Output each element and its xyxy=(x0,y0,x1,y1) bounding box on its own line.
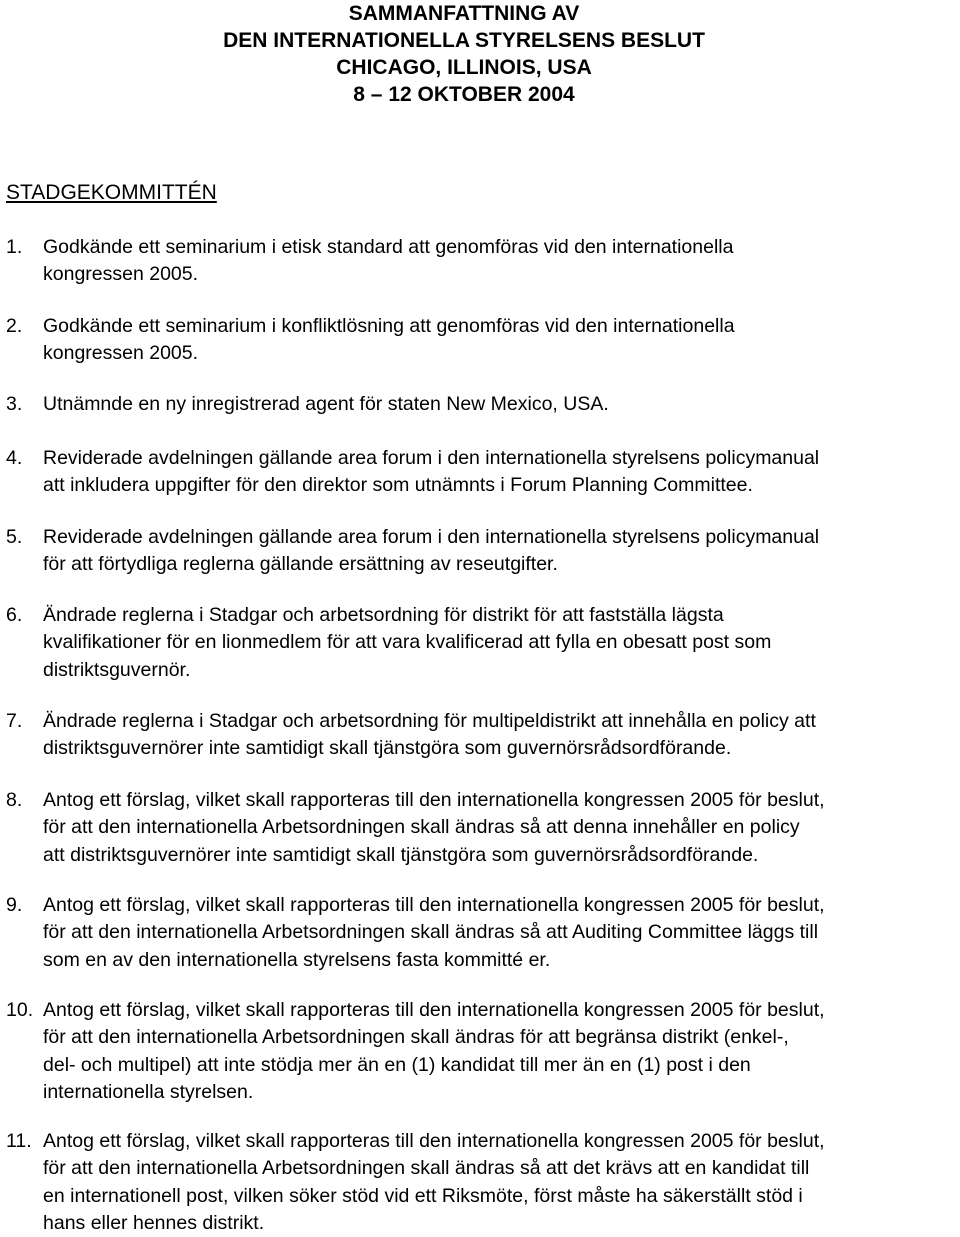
item-line: Ändrade reglerna i Stadgar och arbetsordning för distrikt för att fastställa lägsta xyxy=(43,604,724,626)
item-line: del- och multipel) att inte stödja mer än en (1) kandidat till mer än en (1) post i den xyxy=(43,1053,751,1076)
item-number: 1. xyxy=(6,236,23,258)
item-number: 9. xyxy=(6,894,23,916)
item-text xyxy=(43,391,955,418)
item-line: för att den internationella Arbetsordningen skall ändras så att denna innehåller en policy xyxy=(43,816,800,839)
item-text xyxy=(43,997,955,1106)
item-line: en internationell post, vilken söker stöd vid ett Riksmöte, först måste ha säkerställt stöd i xyxy=(43,1184,803,1207)
item-line: Utnämnde en ny inregistrerad agent för staten New Mexico, USA. xyxy=(43,393,609,415)
item-line: som en av den internationella styrelsens fasta kommitté er. xyxy=(43,948,551,971)
item-line: Ändrade reglerna i Stadgar och arbetsordning för multipeldistrikt att innehålla en policy att xyxy=(43,710,816,732)
item-line: Reviderade avdelningen gällande area forum i den internationella styrelsens policymanual xyxy=(43,447,820,469)
item-number: 5. xyxy=(6,526,23,548)
item-number: 2. xyxy=(6,315,23,337)
item-text xyxy=(43,708,955,763)
item-text xyxy=(43,524,955,579)
item-text xyxy=(43,892,955,974)
header-location: CHICAGO, ILLINOIS, USA xyxy=(336,56,592,79)
header-title: SAMMANFATTNING AV xyxy=(348,2,580,25)
item-line: att distriktsguvernörer inte samtidigt skall tjänstgöra som guvernörsrådsordförande. xyxy=(43,843,759,866)
item-text xyxy=(43,787,955,869)
item-line: för att den internationella Arbetsordningen skall ändras så att det krävs att en kandidat till xyxy=(43,1157,810,1180)
item-number: 11. xyxy=(6,1130,32,1152)
item-line: kvalifikationer för en lionmedlem för att vara kvalificerad att fylla en obesatt post som xyxy=(43,631,772,654)
item-line: att inkludera uppgifter för den direktor som utnämnts i Forum Planning Committee. xyxy=(43,474,753,497)
item-number: 8. xyxy=(6,789,23,811)
item-line: för att den internationella Arbetsordningen skall ändras för att begränsa distrikt (enkel-, xyxy=(43,1026,789,1049)
item-text xyxy=(43,1128,955,1237)
section-title: STADGEKOMMITTÉN xyxy=(6,181,217,204)
item-number: 10. xyxy=(6,999,34,1021)
item-line: för att förtydliga reglerna gällande ersättning av reseutgifter. xyxy=(43,553,558,576)
item-line: för att den internationella Arbetsordningen skall ändras så att Auditing Committee läggs till xyxy=(43,921,819,944)
header-date: 8 – 12 OKTOBER 2004 xyxy=(353,83,575,106)
header-subtitle: DEN INTERNATIONELLA STYRELSENS BESLUT xyxy=(223,29,705,52)
item-line: internationella styrelsen. xyxy=(43,1080,254,1103)
item-line: Godkände ett seminarium i etisk standard att genomföras vid den internationella xyxy=(43,236,734,258)
item-text xyxy=(43,602,955,684)
item-line: hans eller hennes distrikt. xyxy=(43,1211,265,1234)
item-number: 7. xyxy=(6,710,23,732)
item-line: Reviderade avdelningen gällande area forum i den internationella styrelsens policymanual xyxy=(43,526,820,548)
item-line: Antog ett förslag, vilket skall rapporteras till den internationella kongressen 2005 för beslut, xyxy=(43,1130,825,1152)
item-text xyxy=(43,445,955,500)
item-line: Antog ett förslag, vilket skall rapporteras till den internationella kongressen 2005 för beslut, xyxy=(43,894,825,916)
item-number: 6. xyxy=(6,604,23,626)
item-line: Antog ett förslag, vilket skall rapporteras till den internationella kongressen 2005 för beslut, xyxy=(43,999,825,1021)
item-line: distriktsguvernörer inte samtidigt skall tjänstgöra som guvernörsrådsordförande. xyxy=(43,737,732,760)
item-line: distriktsguvernör. xyxy=(43,658,191,681)
item-number: 4. xyxy=(6,447,23,469)
item-text xyxy=(43,234,955,289)
item-text xyxy=(43,313,955,368)
item-line: kongressen 2005. xyxy=(43,342,199,365)
item-number: 3. xyxy=(6,393,23,415)
item-line: kongressen 2005. xyxy=(43,263,199,286)
item-line: Godkände ett seminarium i konfliktlösning att genomföras vid den internationella xyxy=(43,315,735,337)
document-header xyxy=(0,0,928,108)
item-line: Antog ett förslag, vilket skall rapporteras till den internationella kongressen 2005 för beslut, xyxy=(43,789,825,811)
